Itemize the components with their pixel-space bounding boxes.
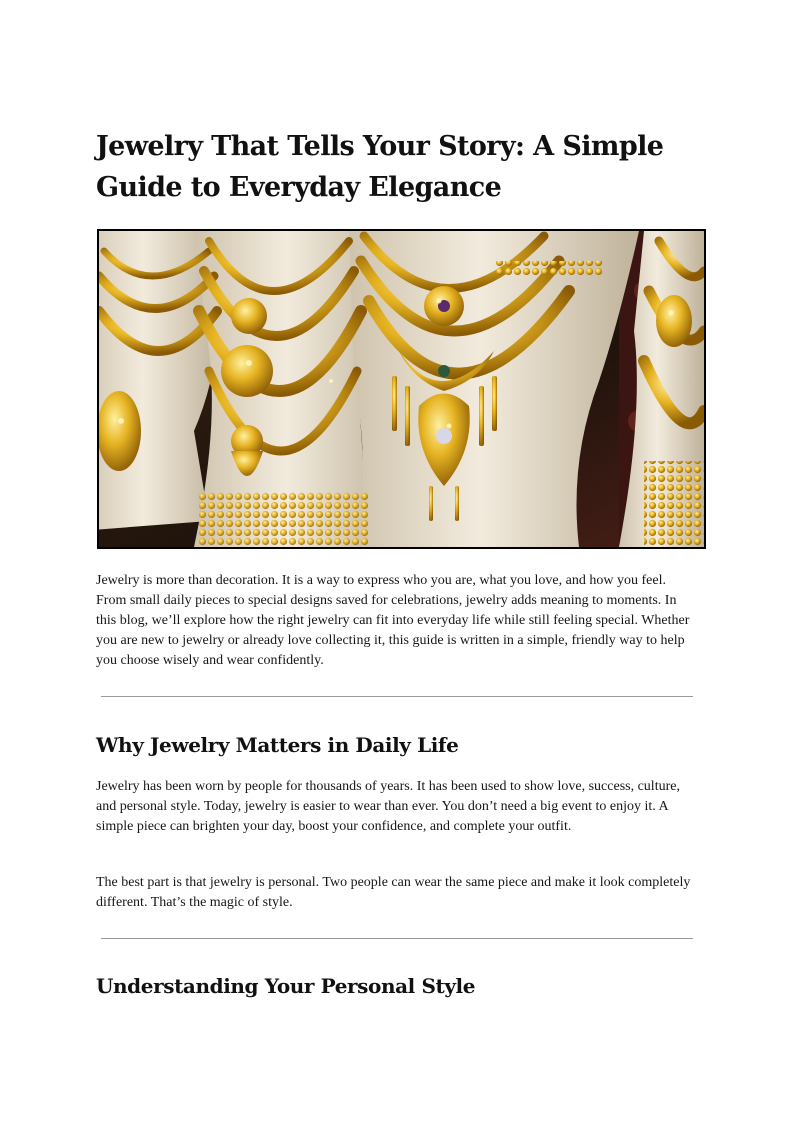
section-heading-personal-style: Understanding Your Personal Style [96,974,476,998]
section-paragraph: Jewelry has been worn by people for thousands of years. It has been used to show love, success, culture, and personal style. Today, jewelry is easier to wear than ever. You don’t need a big event to enjoy it. A simple piece can brighten your day, boost your confidence, and complete your outfit. [96,779,680,834]
section-heading-why-jewelry-matters: Why Jewelry Matters in Daily Life [96,733,459,757]
hero-image-gold-necklaces [97,229,706,549]
intro-paragraph: Jewelry is more than decoration. It is a way to express who you are, what you love, and how you feel. From small daily pieces to special designs saved for celebrations, jewelry adds meaning to moments. In this blog, we’ll explore how the right jewelry can fit into everyday life while still feeling special. Whether you are new to jewelry or already love collecting it, this guide is written in a simple, friendly way to help you choose wisely and wear confidently. [96,573,690,668]
article-title: Jewelry That Tells Your Story: A Simple Guide to Everyday Elegance [96,131,664,203]
section-paragraph: The best part is that jewelry is personal. Two people can wear the same piece and make it look completely different. That’s the magic of style. [96,875,691,910]
section-divider [101,696,693,697]
section-divider [101,938,693,939]
